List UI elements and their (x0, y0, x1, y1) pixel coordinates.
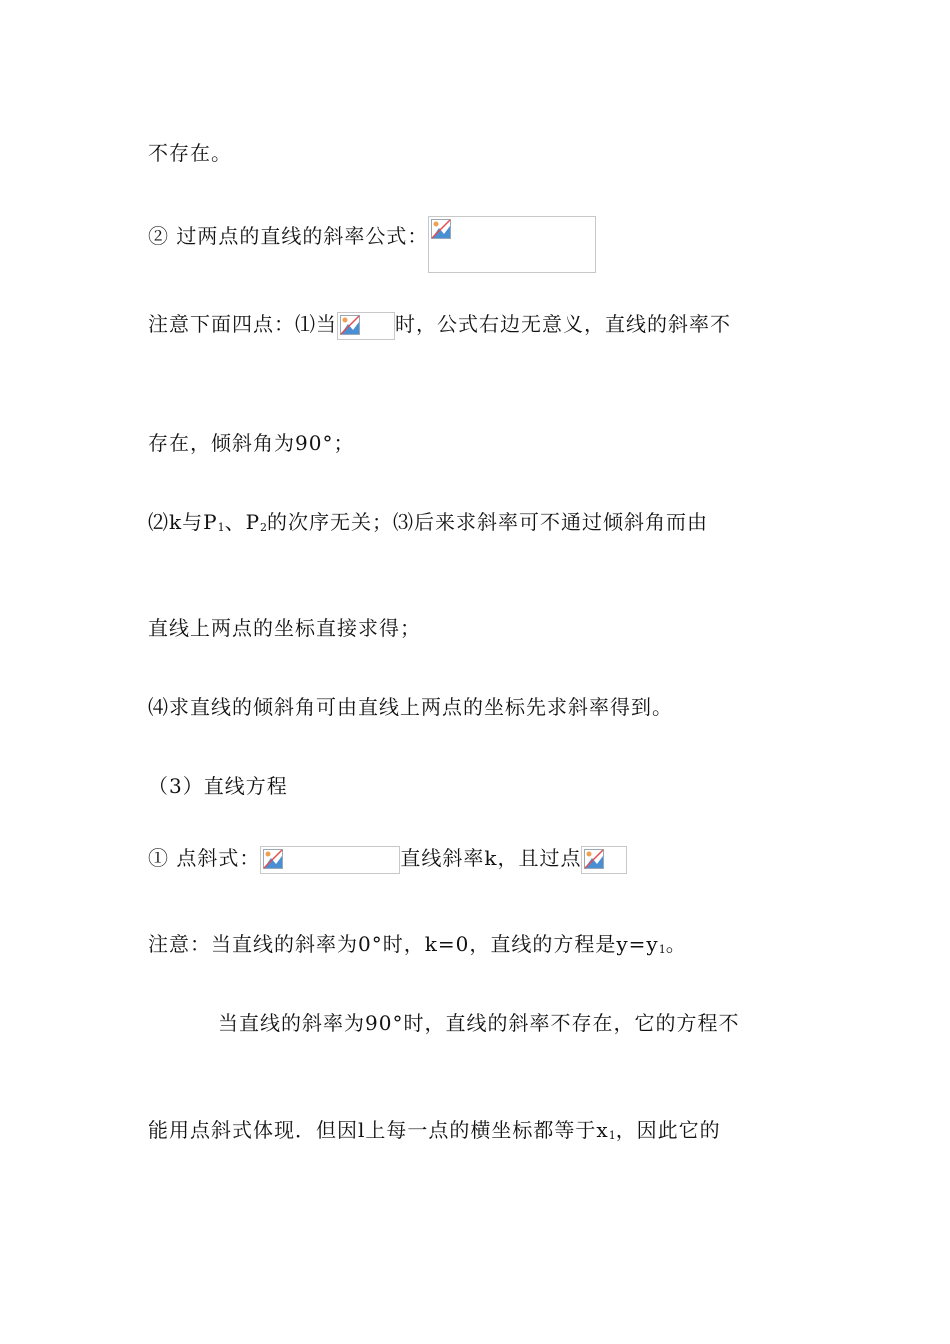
text: ⑷求直线的倾斜角可由直线上两点的坐标先求斜率得到。 (148, 695, 673, 719)
text: 注意：当直线的斜率为0°时，k=0，直线的方程是y=y (148, 932, 659, 956)
text: 、P (224, 510, 261, 534)
text-line-5 (148, 508, 708, 542)
text: ，因此它的 (615, 1118, 721, 1142)
subscript: 1 (658, 943, 666, 956)
subscript: 2 (260, 521, 268, 534)
text: ⑵k与P (148, 510, 218, 534)
formula-image-placeholder (581, 846, 627, 874)
broken-image-icon (263, 849, 283, 869)
text: （3）直线方程 (148, 774, 288, 798)
text-line-6 (148, 614, 421, 642)
text: 不存在。 (148, 141, 232, 165)
text-line-11 (218, 1009, 739, 1037)
text: 能用点斜式体现．但因l上每一点的横坐标都等于x (148, 1118, 609, 1142)
text: 时，公式右边无意义，直线的斜率不 (395, 312, 731, 336)
text-line-1 (148, 139, 232, 167)
text: ② 过两点的直线的斜率公式： (148, 224, 429, 248)
text: 的次序无关；⑶后来求斜率可不通过倾斜角而由 (267, 510, 709, 534)
text-line-2 (148, 216, 596, 273)
formula-image-placeholder (260, 846, 400, 874)
formula-image-placeholder (337, 312, 395, 340)
text-line-7 (148, 693, 673, 721)
text: ① 点斜式： (148, 846, 261, 870)
text-line-3 (148, 310, 731, 340)
broken-image-icon (340, 315, 360, 335)
text: 当直线的斜率为90°时，直线的斜率不存在，它的方程不 (218, 1011, 740, 1035)
subscript: 1 (217, 521, 225, 534)
text: 直线上两点的坐标直接求得； (148, 616, 421, 640)
text-line-10 (148, 930, 687, 964)
broken-image-icon (431, 219, 451, 239)
broken-image-icon (584, 849, 604, 869)
text-line-9 (148, 844, 627, 874)
text: 。 (665, 932, 687, 956)
text: 存在，倾斜角为90°； (148, 431, 355, 455)
section-heading (148, 772, 288, 800)
text: 直线斜率k，且过点 (400, 846, 582, 870)
text: 注意下面四点：⑴当 (148, 312, 337, 336)
formula-image-placeholder (428, 216, 596, 273)
text-line-4 (148, 429, 354, 457)
subscript: 1 (608, 1129, 616, 1142)
text-line-12 (148, 1116, 721, 1150)
